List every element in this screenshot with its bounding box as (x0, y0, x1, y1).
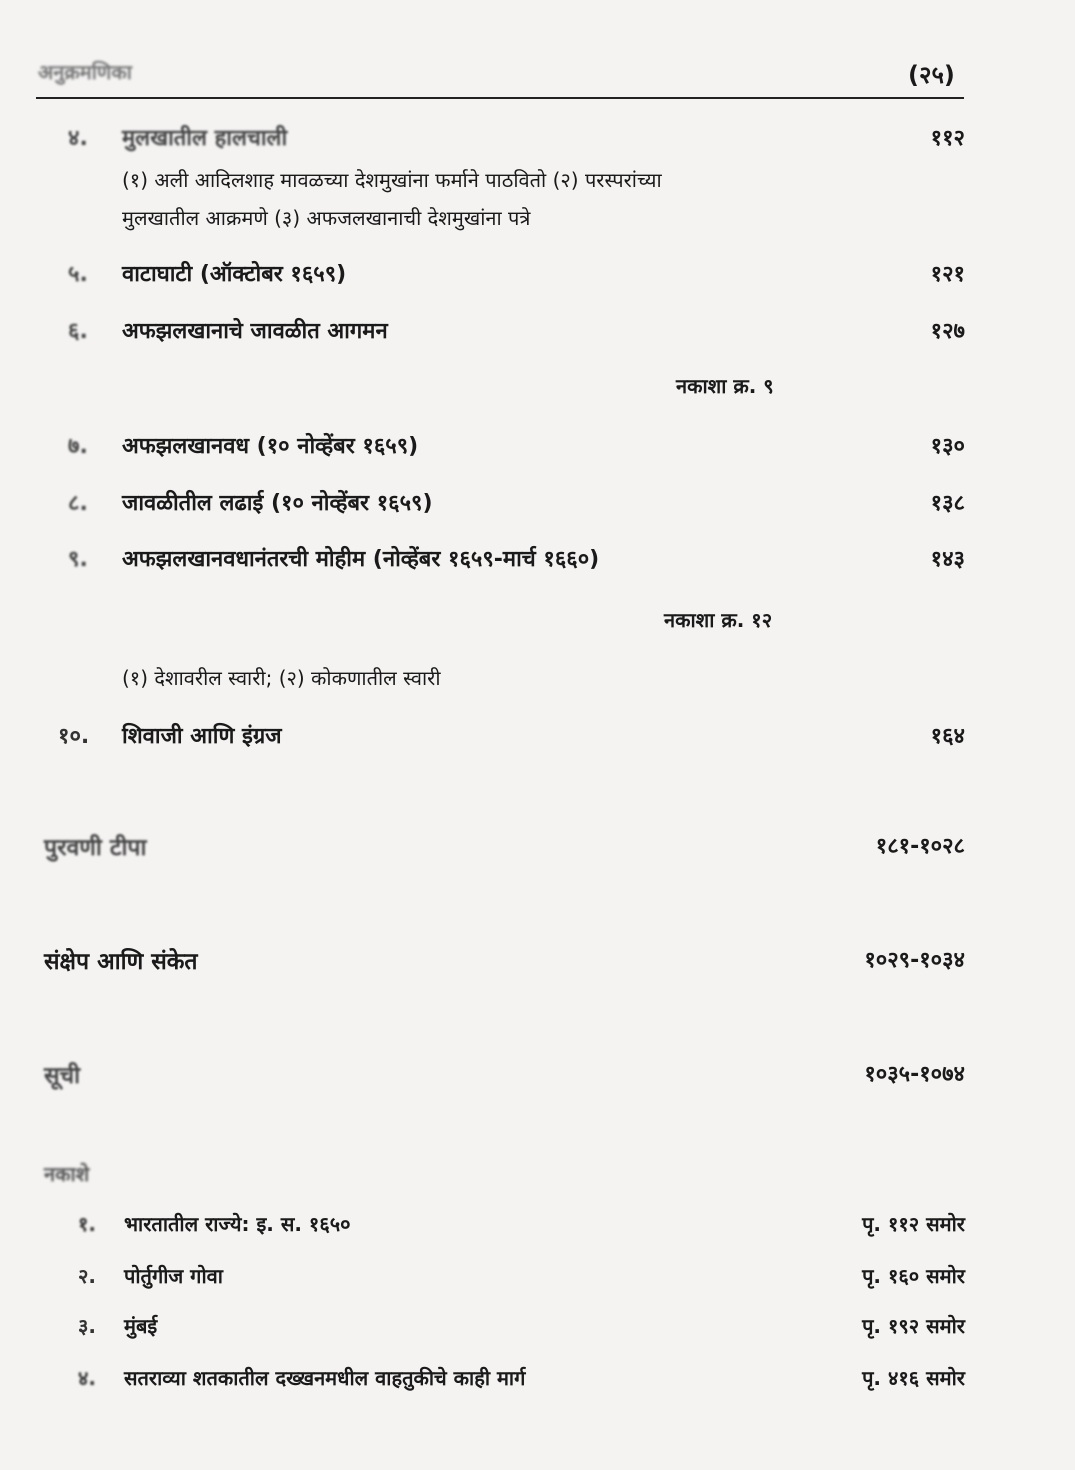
section-range: १०३५-१०७४ (864, 1062, 965, 1087)
chapter-number: १०. (58, 724, 90, 749)
section-range: १८१-१०२८ (875, 834, 965, 859)
map-page: पृ. १९२ समोर (862, 1314, 965, 1338)
chapter-page: १३० (930, 434, 965, 459)
map-reference: नकाशा क्र. ९ (676, 374, 774, 398)
section-title: सूची (44, 1063, 81, 1089)
map-title: मुंबई (124, 1314, 158, 1338)
chapter-number: ५. (68, 262, 88, 287)
map-title: भारतातील राज्ये: इ. स. १६५० (124, 1212, 351, 1236)
map-title: सतराव्या शतकातील दख्खनमधील वाहतुकीचे काही मार्ग (124, 1366, 526, 1390)
map-number: ४. (78, 1366, 96, 1390)
toc-row (0, 258, 1075, 298)
map-number: १. (78, 1212, 96, 1236)
map-reference: नकाशा क्र. १२ (664, 608, 773, 632)
chapter-page: १३८ (930, 491, 965, 516)
map-page: पृ. ११२ समोर (862, 1212, 965, 1236)
section-range: १०२९-१०३४ (864, 948, 965, 973)
toc-row (0, 430, 1075, 470)
chapter-number: ४. (68, 126, 88, 151)
chapter-title: वाटाघाटी (ऑक्टोबर १६५९) (122, 262, 347, 287)
chapter-page: १४३ (930, 547, 965, 572)
header-divider (36, 97, 964, 99)
chapter-page: १६४ (930, 724, 965, 749)
chapter-number: ६. (68, 319, 88, 344)
chapter-number: ७. (68, 434, 88, 459)
chapter-title: मुलखातील हालचाली (122, 126, 288, 151)
toc-row (0, 487, 1075, 527)
chapter-number: ९. (68, 547, 88, 572)
chapter-page: १२७ (930, 319, 965, 344)
chapter-title: अफझलखानवध (१० नोव्हेंबर १६५९) (122, 434, 419, 459)
section-title: संक्षेप आणि संकेत (44, 949, 198, 975)
chapter-subtopics: (१) देशावरील स्वारी; (२) कोकणातील स्वारी (122, 666, 441, 690)
chapter-title: जावळीतील लढाई (१० नोव्हेंबर १६५९) (122, 491, 433, 516)
chapter-number: ८. (68, 491, 88, 516)
toc-row (0, 720, 1075, 760)
map-list-item (0, 1262, 1075, 1298)
toc-row (0, 122, 1075, 162)
map-list-item (0, 1312, 1075, 1348)
page-number: (२५) (908, 61, 955, 89)
chapter-title: शिवाजी आणि इंग्रज (122, 724, 282, 749)
toc-row (0, 315, 1075, 355)
running-header: अनुक्रमणिका (38, 60, 132, 84)
chapter-subtopics: (१) अली आदिलशाह मावळच्या देशमुखांना फर्माने पाठवितो (२) परस्परांच्या (122, 168, 662, 192)
toc-row (0, 543, 1075, 583)
map-number: ३. (78, 1314, 96, 1338)
chapter-subtopics: मुलखातील आक्रमणे (३) अफजलखानाची देशमुखांना पत्रे (122, 206, 531, 230)
section-title: पुरवणी टीपा (44, 835, 147, 861)
chapter-title: अफझलखानाचे जावळीत आगमन (122, 319, 388, 344)
map-number: २. (78, 1264, 96, 1288)
chapter-page: ११२ (930, 126, 965, 151)
maps-heading: नकाशे (44, 1162, 90, 1186)
chapter-title: अफझलखानवधानंतरची मोहीम (नोव्हेंबर १६५९-मार्च १६६०) (122, 547, 600, 572)
map-page: पृ. १६० समोर (862, 1264, 965, 1288)
map-list-item (0, 1364, 1075, 1400)
map-page: पृ. ४१६ समोर (862, 1366, 965, 1390)
map-title: पोर्तुगीज गोवा (124, 1264, 223, 1288)
chapter-page: १२१ (930, 262, 965, 287)
map-list-item (0, 1210, 1075, 1246)
